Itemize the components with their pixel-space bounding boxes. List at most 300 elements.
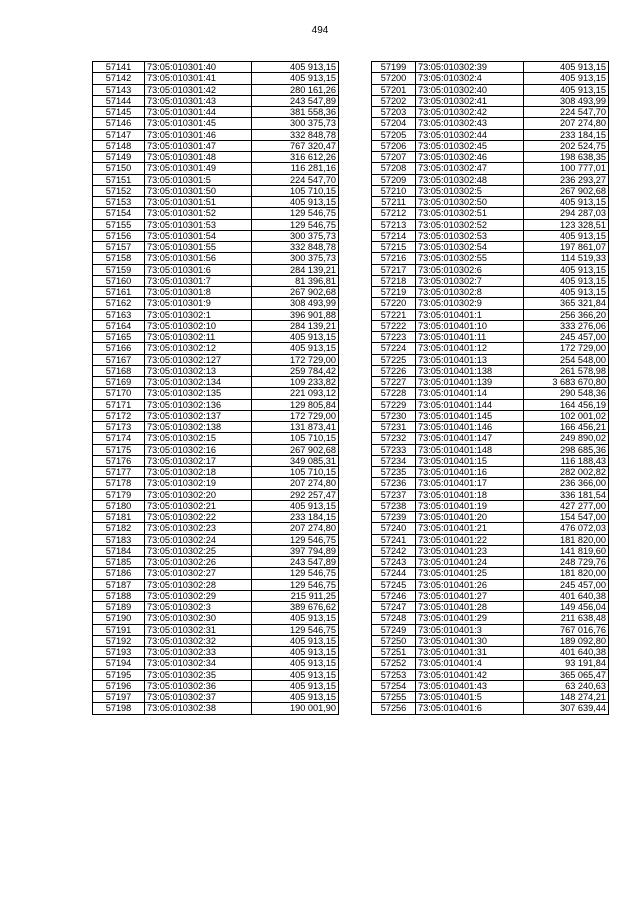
row-number: 57156 <box>93 230 145 241</box>
cadastral-number: 73:05:010301:46 <box>145 129 252 140</box>
cadastral-number: 73:05:010302:127 <box>145 354 252 365</box>
cadastral-number: 73:05:010302:41 <box>416 95 524 106</box>
table-row <box>93 185 339 196</box>
cadastral-value: 284 139,21 <box>252 320 339 331</box>
cadastral-value: 114 519,33 <box>524 253 609 264</box>
cadastral-value: 224 547,70 <box>252 174 339 185</box>
cadastral-number: 73:05:010302:32 <box>145 635 252 646</box>
cadastral-number: 73:05:010302:30 <box>145 613 252 624</box>
cadastral-value: 256 366,20 <box>524 309 609 320</box>
table-row <box>93 388 339 399</box>
cadastral-value: 405 913,15 <box>252 635 339 646</box>
cadastral-value: 129 546,75 <box>252 568 339 579</box>
row-number: 57180 <box>93 500 145 511</box>
table-row <box>93 62 339 73</box>
cadastral-number: 73:05:010302:46 <box>416 152 524 163</box>
cadastral-number: 73:05:010302:16 <box>145 444 252 455</box>
row-number: 57246 <box>372 590 416 601</box>
cadastral-number: 73:05:010401:43 <box>416 680 524 691</box>
table-row <box>372 298 609 309</box>
cadastral-value: 172 729,00 <box>524 343 609 354</box>
table-row <box>372 399 609 410</box>
cadastral-number: 73:05:010302:136 <box>145 399 252 410</box>
cadastral-value: 243 547,89 <box>252 95 339 106</box>
cadastral-number: 73:05:010401:146 <box>416 422 524 433</box>
table-row <box>93 410 339 421</box>
cadastral-value: 105 710,15 <box>252 185 339 196</box>
cadastral-number: 73:05:010401:16 <box>416 467 524 478</box>
table-row <box>93 320 339 331</box>
row-number: 57203 <box>372 107 416 118</box>
cadastral-number: 73:05:010401:42 <box>416 669 524 680</box>
row-number: 57151 <box>93 174 145 185</box>
cadastral-number: 73:05:010401:26 <box>416 579 524 590</box>
cadastral-number: 73:05:010301:5 <box>145 174 252 185</box>
cadastral-value: 405 913,15 <box>252 647 339 658</box>
row-number: 57193 <box>93 647 145 658</box>
table-row <box>93 669 339 680</box>
table-row <box>93 568 339 579</box>
table-row <box>93 152 339 163</box>
cadastral-value: 261 578,98 <box>524 365 609 376</box>
row-number: 57217 <box>372 264 416 275</box>
row-number: 57221 <box>372 309 416 320</box>
row-number: 57177 <box>93 467 145 478</box>
cadastral-number: 73:05:010401:28 <box>416 602 524 613</box>
cadastral-number: 73:05:010301:44 <box>145 107 252 118</box>
cadastral-number: 73:05:010301:47 <box>145 140 252 151</box>
cadastral-number: 73:05:010401:147 <box>416 433 524 444</box>
table-row <box>372 287 609 298</box>
table-row <box>372 320 609 331</box>
row-number: 57227 <box>372 377 416 388</box>
cadastral-value: 129 805,84 <box>252 399 339 410</box>
cadastral-number: 73:05:010401:30 <box>416 635 524 646</box>
table-row <box>93 478 339 489</box>
cadastral-value: 381 558,36 <box>252 107 339 118</box>
row-number: 57195 <box>93 669 145 680</box>
cadastral-value: 131 873,41 <box>252 422 339 433</box>
table-row <box>372 602 609 613</box>
row-number: 57252 <box>372 658 416 669</box>
row-number: 57166 <box>93 343 145 354</box>
table-row <box>93 635 339 646</box>
row-number: 57199 <box>372 62 416 73</box>
row-number: 57175 <box>93 444 145 455</box>
row-number: 57189 <box>93 602 145 613</box>
row-number: 57147 <box>93 129 145 140</box>
cadastral-number: 73:05:010401:24 <box>416 557 524 568</box>
cadastral-number: 73:05:010301:56 <box>145 253 252 264</box>
cadastral-number: 73:05:010301:9 <box>145 298 252 309</box>
row-number: 57161 <box>93 287 145 298</box>
cadastral-value: 259 784,42 <box>252 365 339 376</box>
row-number: 57210 <box>372 185 416 196</box>
cadastral-number: 73:05:010302:13 <box>145 365 252 376</box>
cadastral-number: 73:05:010301:45 <box>145 118 252 129</box>
cadastral-value: 233 184,15 <box>524 129 609 140</box>
row-number: 57232 <box>372 433 416 444</box>
table-row <box>93 219 339 230</box>
row-number: 57239 <box>372 512 416 523</box>
row-number: 57236 <box>372 478 416 489</box>
cadastral-value: 224 547,70 <box>524 107 609 118</box>
table-row <box>372 444 609 455</box>
table-row <box>93 579 339 590</box>
cadastral-value: 164 456,19 <box>524 399 609 410</box>
cadastral-number: 73:05:010401:144 <box>416 399 524 410</box>
table-row <box>93 500 339 511</box>
cadastral-value: 245 457,00 <box>524 579 609 590</box>
table-row <box>372 635 609 646</box>
cadastral-value: 396 901,88 <box>252 309 339 320</box>
table-row <box>93 613 339 624</box>
table-row <box>372 343 609 354</box>
row-number: 57167 <box>93 354 145 365</box>
row-number: 57231 <box>372 422 416 433</box>
cadastral-value: 308 493,99 <box>252 298 339 309</box>
row-number: 57207 <box>372 152 416 163</box>
table-row <box>372 433 609 444</box>
row-number: 57168 <box>93 365 145 376</box>
cadastral-number: 73:05:010302:135 <box>145 388 252 399</box>
row-number: 57187 <box>93 579 145 590</box>
row-number: 57230 <box>372 410 416 421</box>
cadastral-number: 73:05:010302:44 <box>416 129 524 140</box>
cadastral-number: 73:05:010302:12 <box>145 343 252 354</box>
row-number: 57244 <box>372 568 416 579</box>
row-number: 57202 <box>372 95 416 106</box>
table-row <box>93 523 339 534</box>
cadastral-number: 73:05:010301:55 <box>145 242 252 253</box>
cadastral-value: 141 819,60 <box>524 545 609 556</box>
table-row <box>93 703 339 714</box>
cadastral-number: 73:05:010401:10 <box>416 320 524 331</box>
cadastral-number: 73:05:010302:33 <box>145 647 252 658</box>
row-number: 57248 <box>372 613 416 624</box>
cadastral-number: 73:05:010401:29 <box>416 613 524 624</box>
row-number: 57148 <box>93 140 145 151</box>
cadastral-number: 73:05:010302:48 <box>416 174 524 185</box>
cadastral-number: 73:05:010302:54 <box>416 242 524 253</box>
cadastral-number: 73:05:010401:21 <box>416 523 524 534</box>
cadastral-number: 73:05:010401:22 <box>416 534 524 545</box>
cadastral-number: 73:05:010401:20 <box>416 512 524 523</box>
table-row <box>93 680 339 691</box>
table-row <box>93 489 339 500</box>
table-row <box>372 365 609 376</box>
table-row <box>93 129 339 140</box>
row-number: 57162 <box>93 298 145 309</box>
cadastral-number: 73:05:010302:39 <box>416 62 524 73</box>
cadastral-number: 73:05:010302:23 <box>145 523 252 534</box>
cadastral-value: 294 287,03 <box>524 208 609 219</box>
row-number: 57174 <box>93 433 145 444</box>
cadastral-number: 73:05:010302:9 <box>416 298 524 309</box>
cadastral-number: 73:05:010401:139 <box>416 377 524 388</box>
cadastral-number: 73:05:010301:49 <box>145 163 252 174</box>
table-row <box>372 84 609 95</box>
cadastral-value: 166 456,21 <box>524 422 609 433</box>
row-number: 57201 <box>372 84 416 95</box>
row-number: 57190 <box>93 613 145 624</box>
cadastral-value: 405 913,15 <box>252 332 339 343</box>
table-row <box>372 669 609 680</box>
row-number: 57176 <box>93 455 145 466</box>
cadastral-number: 73:05:010302:43 <box>416 118 524 129</box>
cadastral-value: 248 729,76 <box>524 557 609 568</box>
table-row <box>93 399 339 410</box>
cadastral-value: 202 524,75 <box>524 140 609 151</box>
cadastral-number: 73:05:010401:23 <box>416 545 524 556</box>
cadastral-number: 73:05:010302:15 <box>145 433 252 444</box>
table-row <box>372 703 609 714</box>
table-row <box>372 140 609 151</box>
cadastral-number: 73:05:010401:14 <box>416 388 524 399</box>
row-number: 57254 <box>372 680 416 691</box>
cadastral-number: 73:05:010302:5 <box>416 185 524 196</box>
table-row <box>372 242 609 253</box>
row-number: 57172 <box>93 410 145 421</box>
row-number: 57216 <box>372 253 416 264</box>
row-number: 57250 <box>372 635 416 646</box>
cadastral-number: 73:05:010302:6 <box>416 264 524 275</box>
cadastral-number: 73:05:010401:18 <box>416 489 524 500</box>
row-number: 57154 <box>93 208 145 219</box>
row-number: 57198 <box>93 703 145 714</box>
cadastral-value: 207 274,80 <box>252 523 339 534</box>
right-register-table <box>371 61 609 715</box>
cadastral-value: 129 546,75 <box>252 624 339 635</box>
cadastral-number: 73:05:010301:52 <box>145 208 252 219</box>
row-number: 57196 <box>93 680 145 691</box>
cadastral-value: 405 913,15 <box>524 197 609 208</box>
cadastral-value: 405 913,15 <box>252 669 339 680</box>
cadastral-value: 172 729,00 <box>252 354 339 365</box>
table-row <box>372 95 609 106</box>
table-row <box>372 152 609 163</box>
row-number: 57206 <box>372 140 416 151</box>
row-number: 57200 <box>372 73 416 84</box>
cadastral-number: 73:05:010302:134 <box>145 377 252 388</box>
cadastral-value: 405 913,15 <box>252 62 339 73</box>
cadastral-value: 267 902,68 <box>252 444 339 455</box>
row-number: 57219 <box>372 287 416 298</box>
cadastral-value: 405 913,15 <box>524 230 609 241</box>
cadastral-value: 476 072,03 <box>524 523 609 534</box>
cadastral-value: 280 161,26 <box>252 84 339 95</box>
row-number: 57178 <box>93 478 145 489</box>
table-row <box>372 388 609 399</box>
cadastral-number: 73:05:010302:38 <box>145 703 252 714</box>
cadastral-number: 73:05:010401:13 <box>416 354 524 365</box>
row-number: 57253 <box>372 669 416 680</box>
cadastral-number: 73:05:010401:6 <box>416 703 524 714</box>
table-row <box>372 647 609 658</box>
row-number: 57204 <box>372 118 416 129</box>
table-row <box>93 545 339 556</box>
table-row <box>372 62 609 73</box>
table-row <box>93 444 339 455</box>
table-row <box>372 354 609 365</box>
row-number: 57191 <box>93 624 145 635</box>
cadastral-value: 245 457,00 <box>524 332 609 343</box>
cadastral-number: 73:05:010301:54 <box>145 230 252 241</box>
row-number: 57243 <box>372 557 416 568</box>
table-row <box>372 692 609 703</box>
cadastral-number: 73:05:010302:45 <box>416 140 524 151</box>
table-row <box>93 692 339 703</box>
cadastral-number: 73:05:010302:42 <box>416 107 524 118</box>
table-row <box>372 680 609 691</box>
cadastral-value: 102 001,02 <box>524 410 609 421</box>
cadastral-number: 73:05:010301:40 <box>145 62 252 73</box>
cadastral-value: 129 546,75 <box>252 579 339 590</box>
cadastral-value: 405 913,15 <box>252 343 339 354</box>
cadastral-number: 73:05:010302:18 <box>145 467 252 478</box>
cadastral-value: 109 233,82 <box>252 377 339 388</box>
cadastral-value: 249 890,02 <box>524 433 609 444</box>
cadastral-number: 73:05:010302:40 <box>416 84 524 95</box>
cadastral-value: 308 493,99 <box>524 95 609 106</box>
table-row <box>372 219 609 230</box>
cadastral-value: 172 729,00 <box>252 410 339 421</box>
cadastral-value: 116 281,16 <box>252 163 339 174</box>
cadastral-value: 333 276,06 <box>524 320 609 331</box>
table-row <box>93 343 339 354</box>
cadastral-value: 105 710,15 <box>252 433 339 444</box>
row-number: 57182 <box>93 523 145 534</box>
cadastral-value: 100 777,01 <box>524 163 609 174</box>
table-row <box>372 208 609 219</box>
table-row <box>372 118 609 129</box>
row-number: 57220 <box>372 298 416 309</box>
row-number: 57209 <box>372 174 416 185</box>
row-number: 57212 <box>372 208 416 219</box>
table-row <box>93 512 339 523</box>
cadastral-number: 73:05:010301:6 <box>145 264 252 275</box>
cadastral-number: 73:05:010302:20 <box>145 489 252 500</box>
cadastral-value: 197 861,07 <box>524 242 609 253</box>
row-number: 57163 <box>93 309 145 320</box>
row-number: 57205 <box>372 129 416 140</box>
table-row <box>372 185 609 196</box>
row-number: 57233 <box>372 444 416 455</box>
table-row <box>372 534 609 545</box>
table-row <box>93 354 339 365</box>
left-register-table <box>92 61 339 715</box>
table-row <box>372 523 609 534</box>
row-number: 57247 <box>372 602 416 613</box>
cadastral-value: 389 676,62 <box>252 602 339 613</box>
cadastral-value: 767 320,47 <box>252 140 339 151</box>
cadastral-value: 336 181,54 <box>524 489 609 500</box>
cadastral-value: 405 913,15 <box>524 62 609 73</box>
row-number: 57186 <box>93 568 145 579</box>
row-number: 57238 <box>372 500 416 511</box>
cadastral-value: 282 002,82 <box>524 467 609 478</box>
cadastral-value: 129 546,75 <box>252 219 339 230</box>
table-row <box>93 208 339 219</box>
row-number: 57234 <box>372 455 416 466</box>
row-number: 57208 <box>372 163 416 174</box>
cadastral-number: 73:05:010302:26 <box>145 557 252 568</box>
row-number: 57237 <box>372 489 416 500</box>
table-row <box>93 309 339 320</box>
cadastral-value: 401 640,38 <box>524 647 609 658</box>
cadastral-value: 405 913,15 <box>252 73 339 84</box>
cadastral-value: 405 913,15 <box>524 84 609 95</box>
row-number: 57144 <box>93 95 145 106</box>
cadastral-number: 73:05:010401:15 <box>416 455 524 466</box>
table-row <box>372 455 609 466</box>
cadastral-value: 81 396,81 <box>252 275 339 286</box>
cadastral-value: 93 191,84 <box>524 658 609 669</box>
cadastral-value: 401 640,38 <box>524 590 609 601</box>
cadastral-number: 73:05:010302:51 <box>416 208 524 219</box>
cadastral-value: 349 085,31 <box>252 455 339 466</box>
row-number: 57225 <box>372 354 416 365</box>
cadastral-number: 73:05:010301:53 <box>145 219 252 230</box>
cadastral-value: 307 639,44 <box>524 703 609 714</box>
row-number: 57141 <box>93 62 145 73</box>
cadastral-number: 73:05:010302:17 <box>145 455 252 466</box>
cadastral-number: 73:05:010302:28 <box>145 579 252 590</box>
cadastral-number: 73:05:010301:42 <box>145 84 252 95</box>
row-number: 57179 <box>93 489 145 500</box>
table-row <box>93 163 339 174</box>
row-number: 57143 <box>93 84 145 95</box>
cadastral-number: 73:05:010302:29 <box>145 590 252 601</box>
row-number: 57188 <box>93 590 145 601</box>
row-number: 57223 <box>372 332 416 343</box>
table-row <box>93 230 339 241</box>
table-row <box>93 534 339 545</box>
table-row <box>93 73 339 84</box>
row-number: 57153 <box>93 197 145 208</box>
row-number: 57185 <box>93 557 145 568</box>
cadastral-value: 154 547,00 <box>524 512 609 523</box>
cadastral-value: 116 188,43 <box>524 455 609 466</box>
table-row <box>372 73 609 84</box>
row-number: 57214 <box>372 230 416 241</box>
cadastral-number: 73:05:010302:50 <box>416 197 524 208</box>
row-number: 57157 <box>93 242 145 253</box>
cadastral-number: 73:05:010401:145 <box>416 410 524 421</box>
cadastral-value: 148 274,21 <box>524 692 609 703</box>
cadastral-number: 73:05:010302:8 <box>416 287 524 298</box>
cadastral-value: 300 375,73 <box>252 118 339 129</box>
row-number: 57218 <box>372 275 416 286</box>
row-number: 57197 <box>93 692 145 703</box>
cadastral-value: 290 548,36 <box>524 388 609 399</box>
row-number: 57228 <box>372 388 416 399</box>
cadastral-number: 73:05:010302:35 <box>145 669 252 680</box>
cadastral-value: 254 548,00 <box>524 354 609 365</box>
table-row <box>93 253 339 264</box>
table-row <box>372 197 609 208</box>
table-row <box>372 230 609 241</box>
cadastral-value: 405 913,15 <box>524 287 609 298</box>
cadastral-value: 332 848,78 <box>252 129 339 140</box>
cadastral-number: 73:05:010302:10 <box>145 320 252 331</box>
cadastral-number: 73:05:010401:19 <box>416 500 524 511</box>
table-row <box>372 377 609 388</box>
row-number: 57169 <box>93 377 145 388</box>
table-row <box>93 118 339 129</box>
row-number: 57241 <box>372 534 416 545</box>
row-number: 57240 <box>372 523 416 534</box>
